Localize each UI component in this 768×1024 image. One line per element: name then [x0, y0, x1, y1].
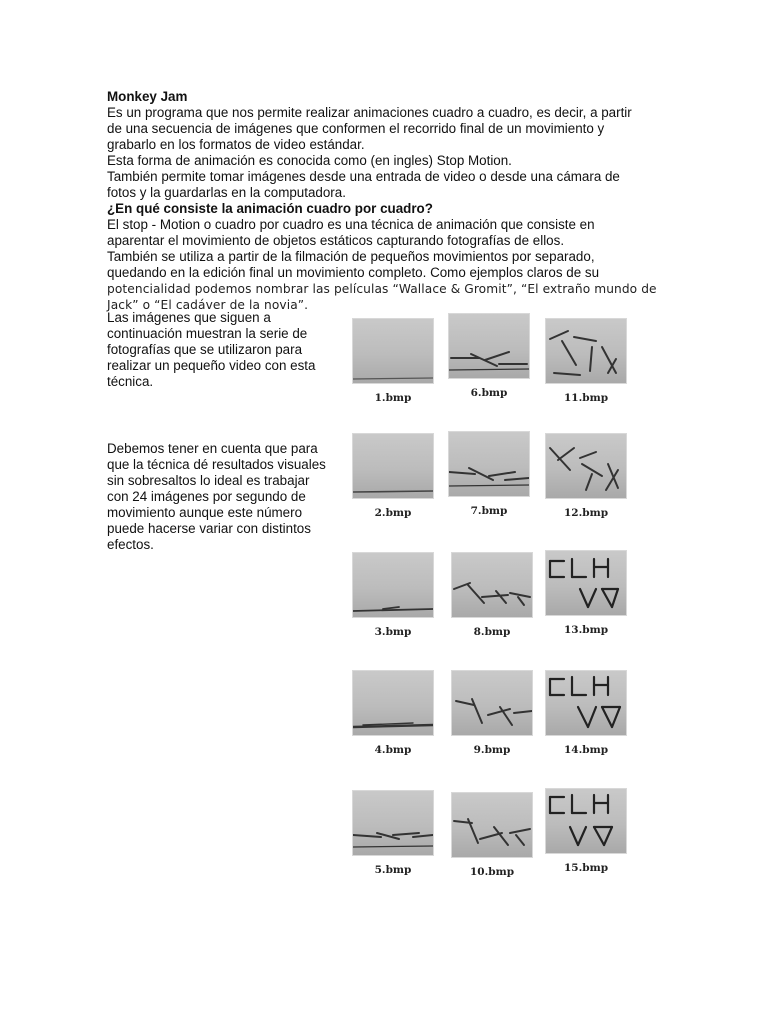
frame-caption: 2.bmp — [374, 507, 412, 519]
frame-13 — [545, 550, 627, 636]
note-line: fotografías que se utilizaron para — [107, 342, 303, 357]
frame-caption: 3.bmp — [374, 626, 412, 638]
frame-photo — [451, 670, 533, 736]
note-line: técnica. — [107, 374, 154, 389]
frame-5 — [352, 790, 434, 876]
note-line: continuación muestran la serie de — [107, 326, 308, 341]
frame-photo — [352, 790, 434, 856]
frame-photo — [448, 313, 530, 379]
article-top — [107, 89, 667, 313]
note-line: movimiento aunque este número — [107, 505, 303, 520]
title-monkey-jam: Monkey Jam — [107, 89, 188, 104]
frame-15 — [545, 788, 627, 874]
note-line: sin sobresaltos lo ideal es trabajar — [107, 473, 310, 488]
frame-caption: 12.bmp — [563, 507, 609, 519]
examples-line: Jack” o “El cadáver de la novia”. — [107, 298, 309, 312]
frame-3 — [352, 552, 434, 638]
frame-10 — [451, 792, 533, 878]
frame-7 — [448, 431, 530, 517]
intro-line: de una secuencia de imágenes que conformen el recorrido final de un movimiento y — [107, 121, 605, 136]
frame-photo — [545, 318, 627, 384]
frame-2 — [352, 433, 434, 519]
frame-6 — [448, 313, 530, 399]
intro-line: Esta forma de animación es conocida como (en ingles) Stop Motion. — [107, 153, 512, 168]
note-line: realizar un pequeño video con esta — [107, 358, 316, 373]
frame-14 — [545, 670, 627, 756]
frame-photo — [352, 552, 434, 618]
frame-photo — [545, 550, 627, 616]
answer-line: quedando en la edición final un movimiento completo. Como ejemplos claros de su — [107, 265, 600, 280]
answer-line: También se utiliza a partir de la filmación de pequeños movimientos por separado, — [107, 249, 595, 264]
note-line: Las imágenes que siguen a — [107, 310, 271, 325]
frame-photo — [451, 792, 533, 858]
frame-4 — [352, 670, 434, 756]
frame-11 — [545, 318, 627, 404]
note-line: Debemos tener en cuenta que para — [107, 441, 318, 456]
frame-photo — [352, 318, 434, 384]
examples-line: potencialidad podemos nombrar las películas “Wallace & Gromit”, “El extraño mundo de — [107, 282, 657, 296]
frame-caption: 14.bmp — [563, 744, 609, 756]
frame-photo — [352, 670, 434, 736]
note-line: efectos. — [107, 537, 154, 552]
frame-12 — [545, 433, 627, 519]
frame-photo — [545, 788, 627, 854]
frame-caption: 11.bmp — [563, 392, 609, 404]
frame-photo — [545, 433, 627, 499]
frame-caption: 4.bmp — [374, 744, 412, 756]
note-line: que la técnica dé resultados visuales — [107, 457, 326, 472]
fps-note — [107, 441, 339, 553]
intro-line: También permite tomar imágenes desde una entrada de video o desde una cámara de — [107, 169, 620, 184]
intro-line: grabarlo en los formatos de video estándar. — [107, 137, 365, 152]
frame-photo — [545, 670, 627, 736]
frame-caption: 8.bmp — [473, 626, 511, 638]
answer-line: aparentar el movimiento de objetos estáticos capturando fotografías de ellos. — [107, 233, 565, 248]
images-note — [107, 310, 339, 390]
intro-line: fotos y la guardarlas en la computadora. — [107, 185, 346, 200]
question-heading: ¿En qué consiste la animación cuadro por cuadro? — [107, 201, 433, 216]
note-line: puede hacerse variar con distintos — [107, 521, 311, 536]
frame-caption: 10.bmp — [469, 866, 515, 878]
intro-line: Es un programa que nos permite realizar animaciones cuadro a cuadro, es decir, a partir — [107, 105, 632, 120]
frame-caption: 13.bmp — [563, 624, 609, 636]
frame-caption: 9.bmp — [473, 744, 511, 756]
frame-caption: 5.bmp — [374, 864, 412, 876]
frame-caption: 15.bmp — [563, 862, 609, 874]
frame-caption: 7.bmp — [470, 505, 508, 517]
frame-9 — [451, 670, 533, 756]
note-line: con 24 imágenes por segundo de — [107, 489, 306, 504]
frame-8 — [451, 552, 533, 638]
frame-photo — [352, 433, 434, 499]
answer-line: El stop - Motion o cuadro por cuadro es una técnica de animación que consiste en — [107, 217, 595, 232]
frame-photo — [448, 431, 530, 497]
frame-caption: 6.bmp — [470, 387, 508, 399]
frame-caption: 1.bmp — [374, 392, 412, 404]
frame-photo — [451, 552, 533, 618]
frame-1 — [352, 318, 434, 404]
